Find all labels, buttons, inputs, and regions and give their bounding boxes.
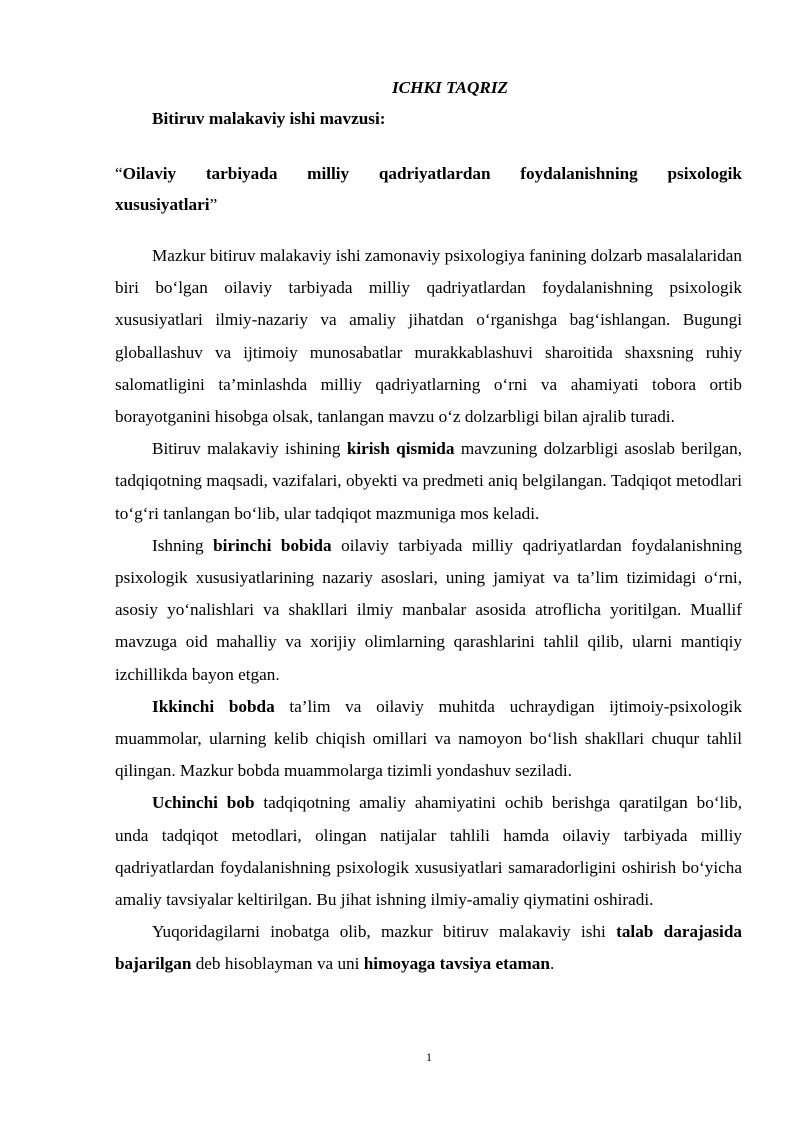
review-paragraph xyxy=(115,916,742,980)
review-paragraph xyxy=(115,240,742,433)
topic-word: qadriyatlardan xyxy=(378,164,491,183)
topic-word: psixologik xyxy=(667,164,742,183)
paragraph-text: tadqiqotning amaliy ahamiyatini ochib berishga qaratilgan bo‘lib, unda tadqiqot metodlari, olingan natijalar tahlili hamda oilaviy tarbiyada milliy qadriyatlardan foydalanishning psixologik xususiyatlari samaradorligini oshirish bo‘yicha amaliy tavsiyalar keltirilgan. Bu jihat ishning ilmiy-amaliy qiymatini oshiradi. xyxy=(115,793,742,910)
document-subtitle: Bitiruv malakaviy ishi mavzusi: xyxy=(152,109,386,128)
thesis-topic-line1 xyxy=(115,158,742,189)
paragraph-text: Yuqoridagilarni inobatga olib, mazkur bitiruv malakaviy ishi xyxy=(152,922,617,942)
paragraph-text: oilaviy tarbiyada milliy qadriyatlardan foydalanishning psixologik xususiyatlarining nazariy asoslari, uning jamiyat va ta’lim tizimidagi o‘rni, asosiy yo‘nalishlari va shakllari ilmiy manbalar asosida atroflicha yoritilgan. Muallif mavzuga oid mahalliy va xorijiy olimlarning qarashlarini tahlil qilib, ularni mantiqiy izchillikda bayon etgan. xyxy=(115,535,743,684)
review-paragraph xyxy=(115,787,742,916)
paragraph-emphasis: talab darajasida bajarilgan xyxy=(115,922,742,974)
review-paragraph xyxy=(115,433,742,530)
review-paragraph xyxy=(115,530,742,691)
paragraph-text: . xyxy=(549,954,555,974)
paragraph-emphasis: birinchi bobida xyxy=(213,535,332,555)
paragraph-text: Ishning xyxy=(152,535,214,555)
review-paragraph xyxy=(115,691,742,788)
topic-word: foydalanishning xyxy=(520,164,638,183)
paragraph-text: Bitiruv malakaviy ishining xyxy=(152,439,347,459)
paragraph-text: mavzuning dolzarbligi asoslab berilgan, tadqiqotning maqsadi, vazifalari, obyekti va predmeti aniq belgilangan. Tadqiqot metodlari to‘g‘ri tanlangan bo‘lib, ular tadqiqot mazmuniga mos keladi. xyxy=(115,439,742,523)
topic-word: milliy xyxy=(307,164,350,183)
thesis-topic xyxy=(115,158,742,220)
paragraph-text: Mazkur bitiruv malakaviy ishi zamonaviy psixologiya fanining dolzarb masalalaridan biri bo‘lgan oilaviy tarbiyada milliy qadriyatlardan foydalanishning psixologik xususiyatlari ilmiy-nazariy va amaliy jihatdan o‘rganishga bag‘ishlangan. Bugungi globallashuv va ijtimoiy munosabatlar murakkablashuvi sharoitida shaxsning ruhiy salomatligini ta’minlashda milliy qadriyatlarning o‘rni va ahamiyati tobora ortib borayotganini hisobga olsak, tanlangan mavzu o‘z dolzarbligi bilan ajralib turadi. xyxy=(115,246,742,427)
topic-word: xususiyatlari ” xyxy=(115,195,217,214)
page-number: 1 xyxy=(426,1050,432,1064)
paragraph-emphasis: kirish qismida xyxy=(346,439,455,459)
paragraph-emphasis: Ikkinchi bobda xyxy=(152,696,275,716)
paragraph-text: deb hisoblayman va uni xyxy=(191,954,364,974)
topic-word: tarbiyada xyxy=(205,164,278,183)
paragraph-emphasis: himoyaga tavsiya etaman xyxy=(363,954,550,974)
review-body xyxy=(115,240,742,981)
thesis-topic-line2 xyxy=(115,189,742,220)
document-title: ICHKI TAQRIZ xyxy=(391,78,509,97)
paragraph-text: ta’lim va oilaviy muhitda uchraydigan ijtimoiy-psixologik muammolar, ularning kelib chiqish omillari va namoyon bo‘lish shakllari chuqur tahlil qilingan. Mazkur bobda muammolarga tizimli yondashuv seziladi. xyxy=(115,696,743,781)
paragraph-emphasis: Uchinchi bob xyxy=(152,793,255,813)
topic-word: “ Oilaviy xyxy=(115,158,176,189)
